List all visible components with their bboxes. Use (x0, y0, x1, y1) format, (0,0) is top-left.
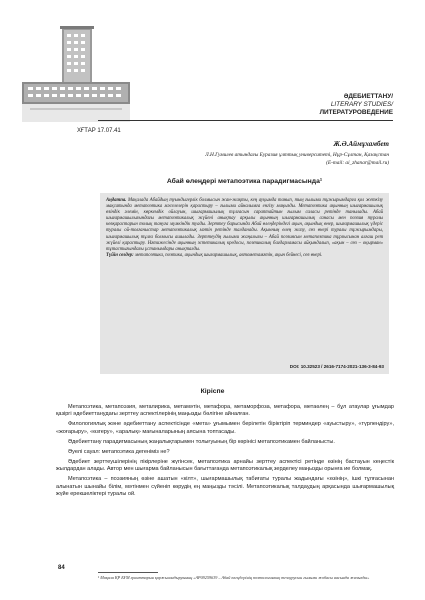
affiliation-university: Л.Н.Гумилев атындағы Еуразия ұлттық университеті, Нұр-Сұлтан, Қазақстан (205, 152, 389, 158)
paragraph: Метапоэтика – поэзияның өзіне ашатын «кілт», шығармашылық табиғаты туралы жадындағы «өзінің», ішкі тұлғасынан алынатын шынайы білім, мәтінмен сүйеніп көрудің ең маңызды тәсілі. Метапоэтикалық талдаудың арқасында шығармашылық жүйе ерекшеліктері туралы ой. (56, 476, 394, 498)
abstract-label: Аңдатпа. (106, 198, 127, 203)
footnote-divider (98, 572, 158, 573)
abstract-text: Мақалада Абайдың туындыгерлік болмысын жан-жақты, кең ауқымда танып, тың ғылыми тұжырымдарға қол жеткізу мақсатында метапоэтика мәселелерін қарастыру – ғылыми айналымға енгізу маңызды. Метапоэтика ақынның шығармашылық өзіндік әлемін, көркемдік ойлауын, шығармашылық тұлғасын сараптайтын ғылым саласы ретінде танылады. Абай шығармашылығындағы метапоэтикалық жүйені анықтау арқылы ақынның шығармашылық санасы мен поэзия туралы көзқарастарын толық тануға мүмкіндік туады. Зерттеу барысында Абай өлеңдеріндегі ақын, ақындық өнер, шығармашылық үдеріс туралы ой-толғаныстар метапоэтикалық мәтін ретінде талданады. Ақынның өлең жазу, сөз өнері туралы тұжырымдары, шығармашылық тұлға болмысы ашылады. Зерттеудің ғылыми жаңалығы – Абай поэзиясын метапоэтика тұрғысынан алғаш рет жүйелі қарастыру. Нәтижесінде ақынның эстетикалық кредосы, поэтикалық бағдарламасы айқындалып, «ақын – сөз – оқырман» тұтастығындағы ұстанымдары анықталды. (106, 198, 384, 252)
footnote: ¹ Мақала ҚР БҒМ гранттарын қаржыландыруының «AP09259639 – Абай өлеңдерінің поэтологиялық тезаурусын ғылыми жобасы аясында жазылды» (98, 575, 370, 580)
journal-section-heading (320, 93, 393, 117)
section-heading-en: LITERARY STUDIES/ (330, 101, 393, 108)
header-divider (98, 120, 393, 121)
introduction-heading: Кіріспе (200, 388, 225, 395)
page-number: 84 (58, 565, 65, 571)
section-heading-ru: ЛИТЕРАТУРОВЕДЕНИЕ (319, 109, 393, 116)
author-name: Ж.Ә.Аймұхамбет (333, 140, 389, 148)
paragraph: Филологиялық және әдебиеттану аспектісінде «мета» ұғымымен берілетін біріктіріп терминдер «ауыстыру», «түрлендіру», «жоғарыру», «өзгеру», «аралық» мағыналарының аясына топтасады. (56, 421, 394, 435)
abstract-text-block (106, 198, 383, 253)
keywords-text: метапоэтика, поэтика, ақындық шығармашылық, автометамәтін, ақын бейнесі, сөз өнері. (134, 252, 323, 258)
body-text (56, 404, 394, 501)
udk-code: ХҒТАР 17.07.41 (77, 128, 121, 134)
paragraph: Әдебиеттану парадигмасының жаңалықтарымен толығуының бір көрінісі метапоэтикамен байланысты. (68, 438, 335, 445)
keywords-label: Түйін сөздер: (106, 252, 134, 258)
affiliation-email: (E-mail: ai_zhanar@mail.ru) (326, 160, 389, 166)
university-logo (22, 18, 130, 122)
keywords-block (106, 253, 383, 259)
paragraph: Әдебиет зерттеушілерінің пікірлеріне жүгінсек, метапоэтика арнайы зерттеу аспектісі ретінде өзінің бастауын кеңестік жылдардан алады. Автор мен шығарма байланысын бағыттағанда метапоэтикалық зерделеу маңызды орынға ие болмақ. (56, 458, 394, 473)
abstract-box (100, 193, 389, 374)
doi-link[interactable]: DOI: 10.32523 / 2616-7174-2021-136-3-84-93 (289, 363, 384, 369)
paragraph: Метапоэтика, метапоэзия, металирика, метамәтін, метафора, метаморфоза, метафора, метаөлең – бұл атаулар ұғымдар қазіргі әдебиеттанудағы зерттеу аспектілерінің маңызды бөлігіне айналған. (56, 404, 394, 418)
paragraph: Әуелі сауал: метапоэтика дегеніміз не? (68, 448, 170, 455)
author-affiliation (205, 151, 389, 167)
section-heading-kz: ӘДЕБИЕТТАНУ/ (343, 93, 393, 100)
article-title: Абай өлеңдері метапоэтика парадигмасында¹ (166, 178, 323, 185)
